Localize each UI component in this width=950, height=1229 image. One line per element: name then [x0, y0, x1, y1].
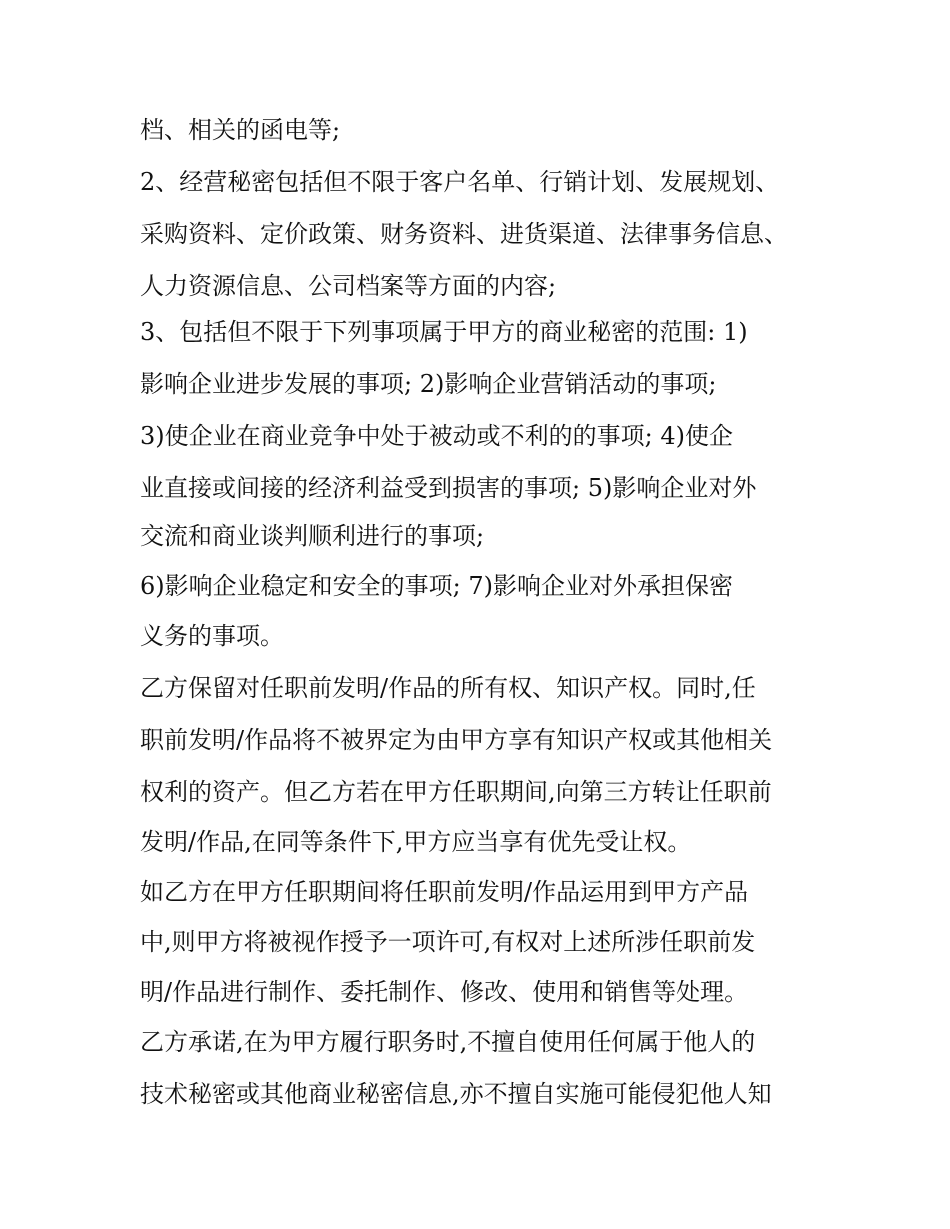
text-line: 发明/作品,在同等条件下,甲方应当享有优先受让权。	[140, 828, 692, 856]
text-line: 中,则甲方将被视作授予一项许可,有权对上述所涉任职前发	[140, 928, 756, 956]
text-line: 明/作品进行制作、委托制作、修改、使用和销售等处理。	[140, 978, 749, 1006]
text-line: 权利的资产。但乙方若在甲方任职期间,向第三方转让任职前	[140, 778, 772, 806]
text-line: 人力资源信息、公司档案等方面的内容;	[140, 272, 557, 300]
text-line: 技术秘密或其他商业秘密信息,亦不擅自实施可能侵犯他人知	[140, 1080, 772, 1108]
text-line: 乙方保留对任职前发明/作品的所有权、知识产权。同时,任	[140, 674, 756, 702]
text-line: 采购资料、定价政策、财务资料、进货渠道、法律事务信息、	[140, 220, 788, 248]
text-line: 3、包括但不限于下列事项属于甲方的商业秘密的范围: 1)	[140, 318, 748, 346]
text-line: 义务的事项。	[140, 622, 284, 650]
text-line: 3)使企业在商业竞争中处于被动或不利的的事项; 4)使企	[140, 422, 733, 450]
text-line: 如乙方在甲方任职期间将任职前发明/作品运用到甲方产品	[140, 878, 749, 906]
text-line: 档、相关的函电等;	[140, 116, 341, 144]
text-line: 6)影响企业稳定和安全的事项; 7)影响企业对外承担保密	[140, 572, 733, 600]
text-line: 业直接或间接的经济利益受到损害的事项; 5)影响企业对外	[140, 474, 757, 502]
text-line: 职前发明/作品将不被界定为由甲方享有知识产权或其他相关	[140, 726, 773, 754]
text-line: 2、经营秘密包括但不限于客户名单、行销计划、发展规划、	[140, 168, 780, 196]
text-line: 影响企业进步发展的事项; 2)影响企业营销活动的事项;	[140, 370, 717, 398]
text-line: 乙方承诺,在为甲方履行职务时,不擅自使用任何属于他人的	[140, 1028, 756, 1056]
text-line: 交流和商业谈判顺利进行的事项;	[140, 522, 485, 550]
